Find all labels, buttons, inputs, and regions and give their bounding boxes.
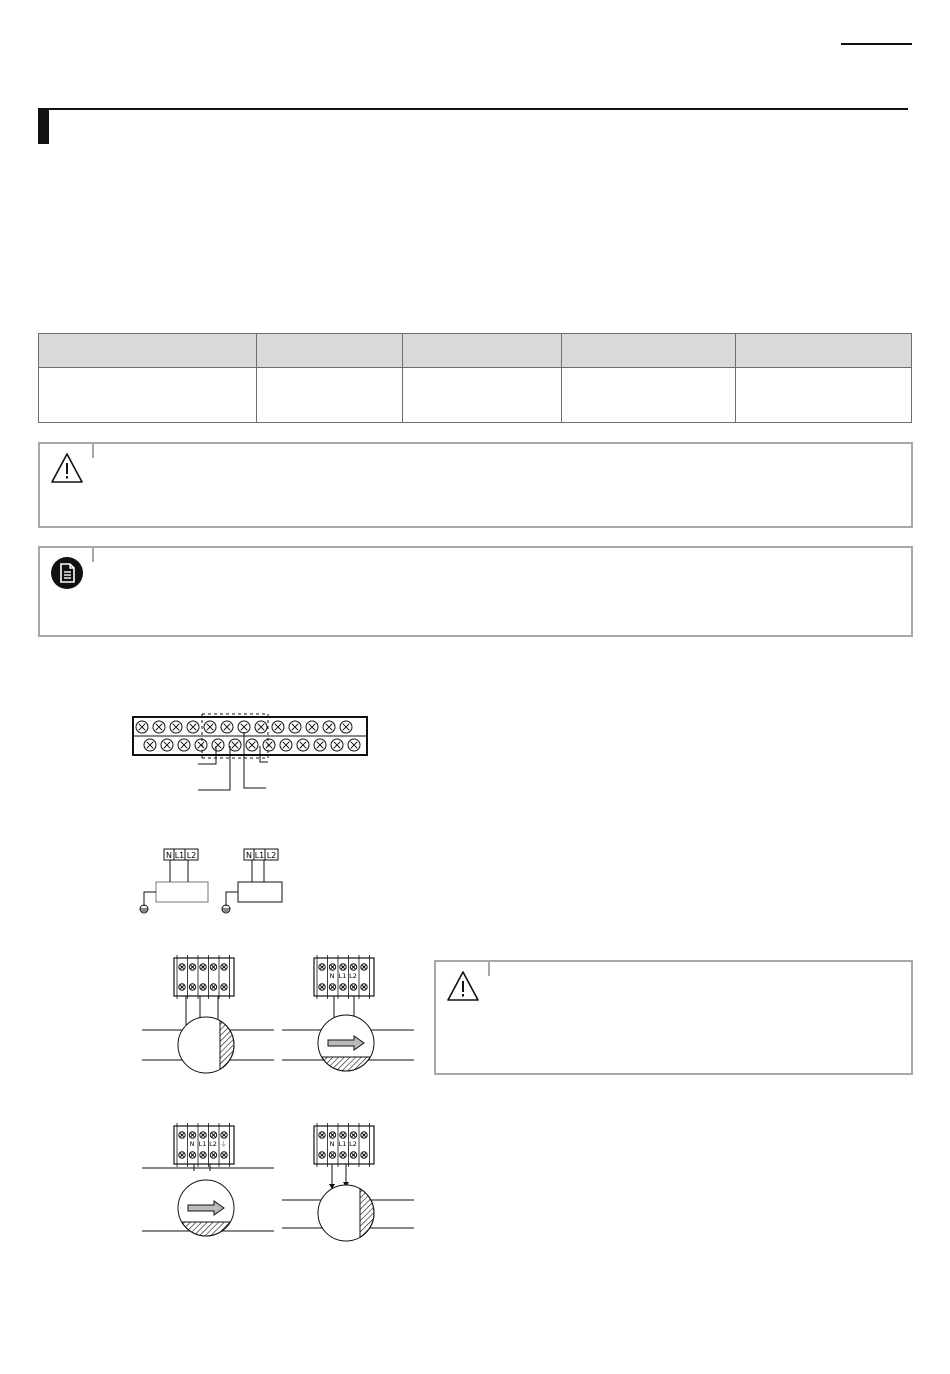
hatched-region [182, 1222, 230, 1236]
terminal-screw [179, 1152, 185, 1158]
terminal-screw [189, 1132, 195, 1138]
terminal-screw [195, 739, 207, 751]
terminal-screw [179, 964, 185, 970]
terminal-screw [189, 964, 195, 970]
terminal-screw [348, 739, 360, 751]
terminal-screw [319, 984, 325, 990]
terminal-screw [221, 964, 227, 970]
terminal-screw [350, 964, 356, 970]
terminal-screw [319, 1132, 325, 1138]
section-rule [48, 108, 908, 110]
terminal-screw [200, 984, 206, 990]
terminal-label: L1 [338, 1140, 347, 1148]
direction-view-1 [142, 955, 274, 1080]
terminal-screw [179, 984, 185, 990]
terminal-screw [238, 721, 250, 733]
terminal-screw [340, 721, 352, 733]
table-cell [256, 368, 402, 423]
terminal-screw [178, 739, 190, 751]
terminal-label: N [329, 1140, 335, 1148]
table-cell [402, 368, 562, 423]
terminal-screw [170, 721, 182, 733]
mini-terminal-block [314, 955, 374, 999]
terminal-screw [331, 739, 343, 751]
spec-table [38, 333, 912, 423]
terminal-screw [280, 739, 292, 751]
terminal-screw [340, 1152, 346, 1158]
terminal-screw [200, 1132, 206, 1138]
terminal-screw [361, 984, 367, 990]
terminal-screw [329, 1152, 335, 1158]
document-note-icon [50, 556, 84, 590]
ground-icon [140, 905, 148, 913]
terminal-label: L2 [349, 1140, 357, 1148]
terminal-screw [361, 1152, 367, 1158]
mini-terminal-block [314, 1123, 374, 1167]
notice-tick [488, 960, 490, 976]
terminal-screw [189, 984, 195, 990]
terminal-screw [221, 721, 233, 733]
terminal-screw [350, 984, 356, 990]
terminal-label: L1 [198, 1140, 207, 1148]
section-marker [38, 108, 49, 144]
terminal-screw [187, 721, 199, 733]
warning-triangle-icon [446, 970, 480, 1002]
terminal-screw [319, 964, 325, 970]
terminal-screw [144, 739, 156, 751]
terminal-screw [200, 964, 206, 970]
terminal-screw [221, 984, 227, 990]
terminal-screw [329, 964, 335, 970]
terminal-screw [255, 721, 267, 733]
terminal-screw [323, 721, 335, 733]
direction-view-2 [282, 955, 414, 1080]
page-header-rule [841, 43, 912, 45]
terminal-screw [221, 1152, 227, 1158]
table-header-cell [736, 334, 912, 368]
direction-view-3 [142, 1123, 274, 1248]
table-header-cell [256, 334, 402, 368]
note-notice [38, 546, 913, 637]
terminal-screw [136, 721, 148, 733]
terminal-screw [229, 739, 241, 751]
terminal-screw [340, 984, 346, 990]
notice-tick [92, 546, 94, 562]
caution-notice [38, 442, 913, 528]
terminal-screw [246, 739, 258, 751]
terminal-label: ⏚ [220, 1140, 227, 1148]
terminal-screw [340, 1132, 346, 1138]
table-header-cell [39, 334, 257, 368]
table-header-row [39, 334, 912, 368]
terminal-screw [350, 1152, 356, 1158]
terminal-screw [289, 721, 301, 733]
hatched-region [220, 1021, 234, 1069]
table-cell [736, 368, 912, 423]
terminal-screw [361, 1132, 367, 1138]
terminal-label: N [246, 851, 252, 860]
terminal-label: L1 [254, 851, 265, 860]
caution-notice-2 [434, 960, 913, 1075]
notice-tick [92, 442, 94, 458]
terminal-label: N [329, 972, 335, 980]
terminal-screw [329, 1132, 335, 1138]
terminal-screw [210, 1132, 216, 1138]
terminal-screw [161, 739, 173, 751]
terminal-screw [189, 1152, 195, 1158]
mini-terminal-block [174, 955, 234, 999]
terminal-screw [210, 984, 216, 990]
terminal-screw [319, 1152, 325, 1158]
table-row [39, 368, 912, 423]
terminal-label: L1 [338, 972, 347, 980]
terminal-label: N [166, 851, 172, 860]
terminal-screw [210, 1152, 216, 1158]
terminal-label: L2 [209, 1140, 217, 1148]
terminal-screw [221, 1132, 227, 1138]
terminal-screw [179, 1132, 185, 1138]
ground-icon [222, 905, 230, 913]
power-connection-diagram [136, 846, 286, 916]
terminal-label: L2 [349, 972, 357, 980]
terminal-label: L2 [186, 851, 197, 860]
direction-view-4 [282, 1123, 414, 1248]
terminal-label: L2 [266, 851, 277, 860]
terminal-screw [340, 964, 346, 970]
mini-terminal-block [174, 1123, 234, 1167]
terminal-screw [329, 984, 335, 990]
table-header-cell [562, 334, 736, 368]
table-header-cell [402, 334, 562, 368]
terminal-screw [350, 1132, 356, 1138]
terminal-screw [306, 721, 318, 733]
terminal-screw [204, 721, 216, 733]
terminal-screw [212, 739, 224, 751]
terminal-screw [210, 964, 216, 970]
terminal-label: N [189, 1140, 195, 1148]
terminal-label: L1 [174, 851, 185, 860]
terminal-screw [200, 1152, 206, 1158]
warning-triangle-icon [50, 452, 84, 484]
terminal-screw [272, 721, 284, 733]
table-cell [562, 368, 736, 423]
terminal-screw [361, 964, 367, 970]
terminal-screw [263, 739, 275, 751]
terminal-screw [297, 739, 309, 751]
hatched-region [322, 1057, 370, 1071]
terminal-screw [153, 721, 165, 733]
table-cell [39, 368, 257, 423]
hatched-region [360, 1189, 374, 1237]
terminal-block-diagram [130, 712, 370, 816]
terminal-screw [314, 739, 326, 751]
